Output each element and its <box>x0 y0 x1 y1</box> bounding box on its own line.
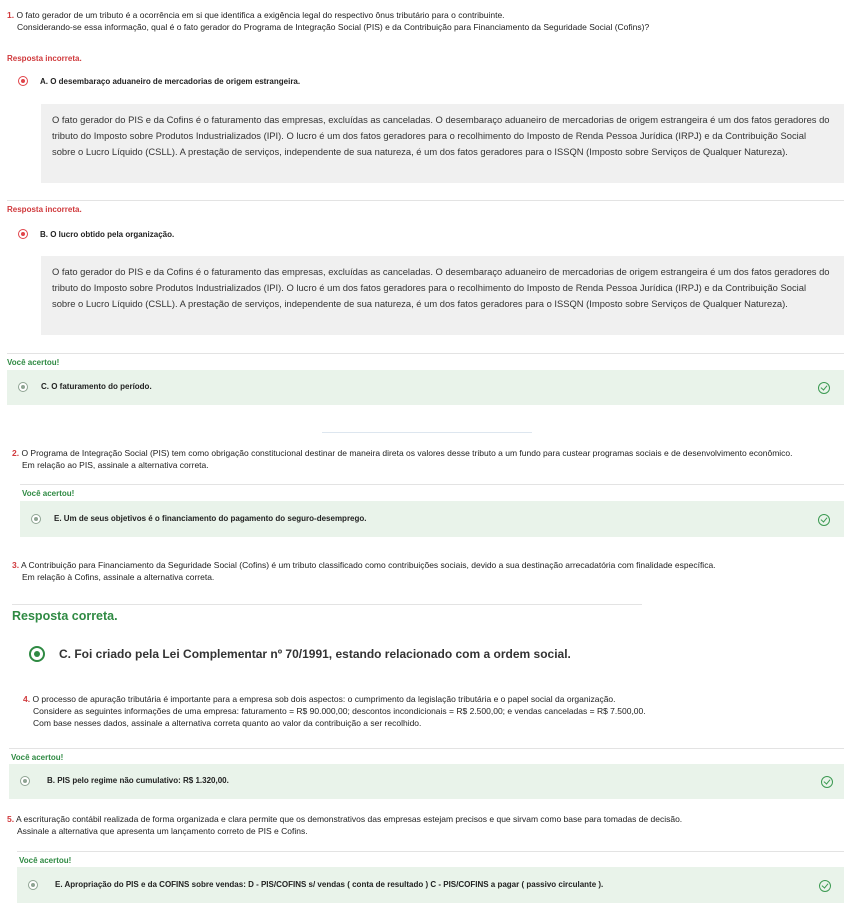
question-number: 1. <box>7 10 15 20</box>
radio-selected-icon[interactable] <box>31 514 41 524</box>
divider <box>7 353 844 354</box>
feedback-box: O fato gerador do PIS e da Cofins é o faturamento das empresas, excluídas as canceladas. O desembaraço aduaneiro de mercadorias de origem estrangeira é um dos fatos geradores do tributo do Imposto sobre Produtos Industrializados (IPI). O lucro é um dos fatos geradores para o recolhimento do Imposto de Renda Pessoa Jurídica (IRPJ) e da Contribuição Social sobre o Lucro Líquido (CSLL). A prestação de serviços, independente de sua natureza, é um dos fatos geradores para o ISSQN (Imposto sobre Serviços de Qualquer Natureza). <box>41 104 844 183</box>
question-text-line: Considerando-se essa informação, qual é o fato gerador do Programa de Integração Social (PIS) e da Contribuição para Financiamento da Seguridade Social (Cofins)? <box>17 22 650 32</box>
check-circle-icon <box>819 880 831 892</box>
status-incorrect: Resposta incorreta. <box>7 205 82 214</box>
question-text-line: O fato gerador de um tributo é a ocorrência em si que identifica a exigência legal do respectivo ônus tributário para o contribuinte. <box>14 10 505 20</box>
option-label: A. O desembaraço aduaneiro de mercadorias de origem estrangeira. <box>40 76 301 86</box>
option-label: C. O faturamento do período. <box>41 382 152 391</box>
question-text-line: Em relação ao PIS, assinale a alternativa correta. <box>22 460 209 470</box>
status-correct: Você acertou! <box>11 753 64 762</box>
radio-selected-icon[interactable] <box>18 76 28 86</box>
option-label: E. Apropriação do PIS e da COFINS sobre vendas: D - PIS/COFINS s/ vendas ( conta de resultado ) C - PIS/COFINS a pagar ( passivo circulante ). <box>55 880 604 889</box>
question-text-line: Considere as seguintes informações de uma empresa: faturamento = R$ 90.000,00; descontos incondicionais = R$ 2.500,00; e vendas canceladas = R$ 7.500,00. <box>33 706 646 716</box>
option-label: B. PIS pelo regime não cumulativo: R$ 1.320,00. <box>47 776 229 785</box>
option-b[interactable] <box>18 229 174 239</box>
question-text-line: Assinale a alternativa que apresenta um lançamento correto de PIS e Cofins. <box>17 826 308 836</box>
divider <box>7 200 844 201</box>
question-text-line: Com base nesses dados, assinale a alternativa correta quanto ao valor da contribuição a ser recolhido. <box>33 718 422 728</box>
radio-selected-icon[interactable] <box>28 880 38 890</box>
divider <box>9 748 844 749</box>
radio-selected-icon[interactable] <box>29 646 45 662</box>
question-text-line: O processo de apuração tributária é importante para a empresa sob dois aspectos: o cumprimento da legislação tributária e o papel social da organização. <box>30 694 616 704</box>
status-correct: Resposta correta. <box>12 609 118 623</box>
check-circle-icon <box>818 514 830 526</box>
option-a[interactable] <box>18 76 300 86</box>
correct-answer-bar[interactable] <box>17 867 844 903</box>
divider <box>17 851 844 852</box>
radio-selected-icon[interactable] <box>20 776 30 786</box>
correct-answer-bar[interactable] <box>9 764 844 799</box>
option-label: B. O lucro obtido pela organização. <box>40 229 175 239</box>
question-4-text <box>23 693 843 729</box>
feedback-box: O fato gerador do PIS e da Cofins é o faturamento das empresas, excluídas as canceladas. O desembaraço aduaneiro de mercadorias de origem estrangeira é um dos fatos geradores do tributo do Imposto sobre Produtos Industrializados (IPI). O lucro é um dos fatos geradores para o recolhimento do Imposto de Renda Pessoa Jurídica (IRPJ) e da Contribuição Social sobre o Lucro Líquido (CSLL). A prestação de serviços, independente de sua natureza, é um dos fatos geradores para o ISSQN (Imposto sobre Serviços de Qualquer Natureza). <box>41 256 844 335</box>
question-5-text <box>7 813 847 837</box>
section-divider <box>322 432 532 433</box>
question-number: 5. <box>7 814 15 824</box>
correct-answer-bar[interactable] <box>7 370 844 405</box>
divider <box>12 604 642 605</box>
check-circle-icon <box>821 776 833 788</box>
radio-selected-icon[interactable] <box>18 382 28 392</box>
question-text-line: O Programa de Integração Social (PIS) tem como obrigação constitucional destinar de maneira direta os valores desse tributo a um fundo para custear programas sociais e de desenvolvimento econômico. <box>19 448 793 458</box>
option-c[interactable] <box>29 646 571 662</box>
question-text-line: A escrituração contábil realizada de forma organizada e clara permite que os demonstrativos das empresas estejam precisos e que sirvam como base para tomadas de decisão. <box>14 814 683 824</box>
check-circle-icon <box>818 382 830 394</box>
status-incorrect: Resposta incorreta. <box>7 54 82 63</box>
status-correct: Você acertou! <box>22 489 75 498</box>
question-number: 2. <box>12 448 20 458</box>
question-text-line: A Contribuição para Financiamento da Seguridade Social (Cofins) é um tributo classificado como contribuições sociais, devido a sua destinação arrecadatória com finalidade específica. <box>19 560 716 570</box>
option-label: E. Um de seus objetivos é o financiamento do pagamento do seguro-desemprego. <box>54 514 367 523</box>
status-correct: Você acertou! <box>7 358 60 367</box>
question-text-line: Em relação à Cofins, assinale a alternativa correta. <box>22 572 215 582</box>
question-3-text <box>12 559 848 583</box>
question-number: 3. <box>12 560 20 570</box>
radio-selected-icon[interactable] <box>18 229 28 239</box>
divider <box>20 484 844 485</box>
question-number: 4. <box>23 694 31 704</box>
status-correct: Você acertou! <box>19 856 72 865</box>
question-2-text <box>12 447 848 471</box>
option-label: C. Foi criado pela Lei Complementar nº 70/1991, estando relacionado com a ordem social. <box>59 647 571 661</box>
correct-answer-bar[interactable] <box>20 501 844 537</box>
question-1-text <box>7 9 847 33</box>
